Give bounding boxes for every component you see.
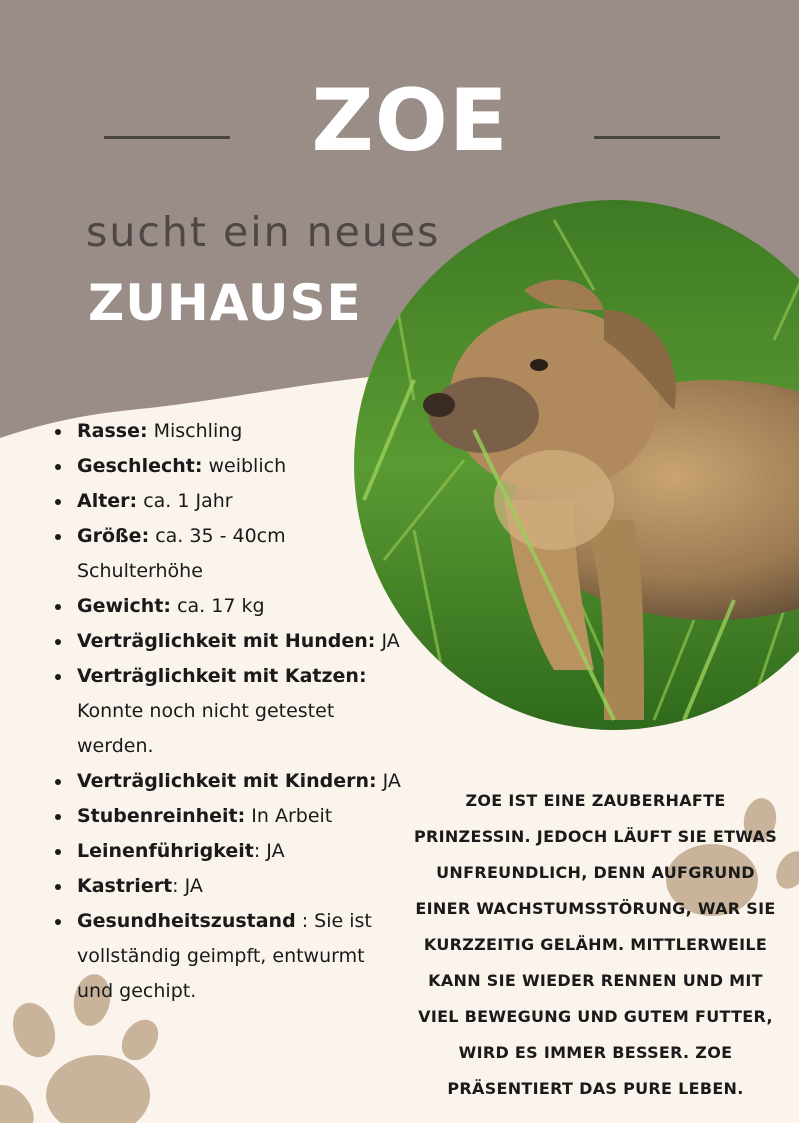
list-item: Leinenführigkeit: JA: [50, 834, 402, 869]
list-item: Alter: ca. 1 Jahr: [50, 484, 402, 519]
subtitle-emphasis: ZUHAUSE: [88, 274, 362, 332]
story-text: ZOE IST EINE ZAUBERHAFTE PRINZESSIN. JEDOCH LÄUFT SIE ETWAS UNFREUNDLICH, DENN AUFGRUND EINER WACHSTUMSSTÖRUNG, WAR SIE KURZZEITIG GELÄHM. MITTLERWEILE KANN SIE WIEDER RENNEN UND MIT VIEL BEWEGUNG UND GUTEM FUTTER, WIRD ES IMMER BESSER. ZOE PRÄSENTIERT DAS PURE LEBEN.: [413, 791, 778, 1098]
list-item: Rasse: Mischling: [50, 414, 402, 449]
list-item: Verträglichkeit mit Kindern: JA: [50, 764, 402, 799]
list-item: Größe: ca. 35 - 40cm Schulterhöhe: [50, 519, 402, 589]
list-item: Gesundheitszustand : Sie ist vollständig geimpft, entwurmt und gechipt.: [50, 904, 402, 1009]
list-item: Verträglichkeit mit Hunden: JA: [50, 624, 402, 659]
list-item: Verträglichkeit mit Katzen: Konnte noch nicht getestet werden.: [50, 659, 402, 764]
facts-list: [50, 414, 402, 1009]
list-item: Geschlecht: weiblich: [50, 449, 402, 484]
title-right-rule: [594, 136, 720, 139]
page-title: ZOE: [311, 71, 509, 171]
list-item: Kastriert: JA: [50, 869, 402, 904]
subtitle: sucht ein neues: [86, 208, 441, 256]
list-item: Gewicht: ca. 17 kg: [50, 589, 402, 624]
title-left-rule: [104, 136, 230, 139]
list-item: Stubenreinheit: In Arbeit: [50, 799, 402, 834]
